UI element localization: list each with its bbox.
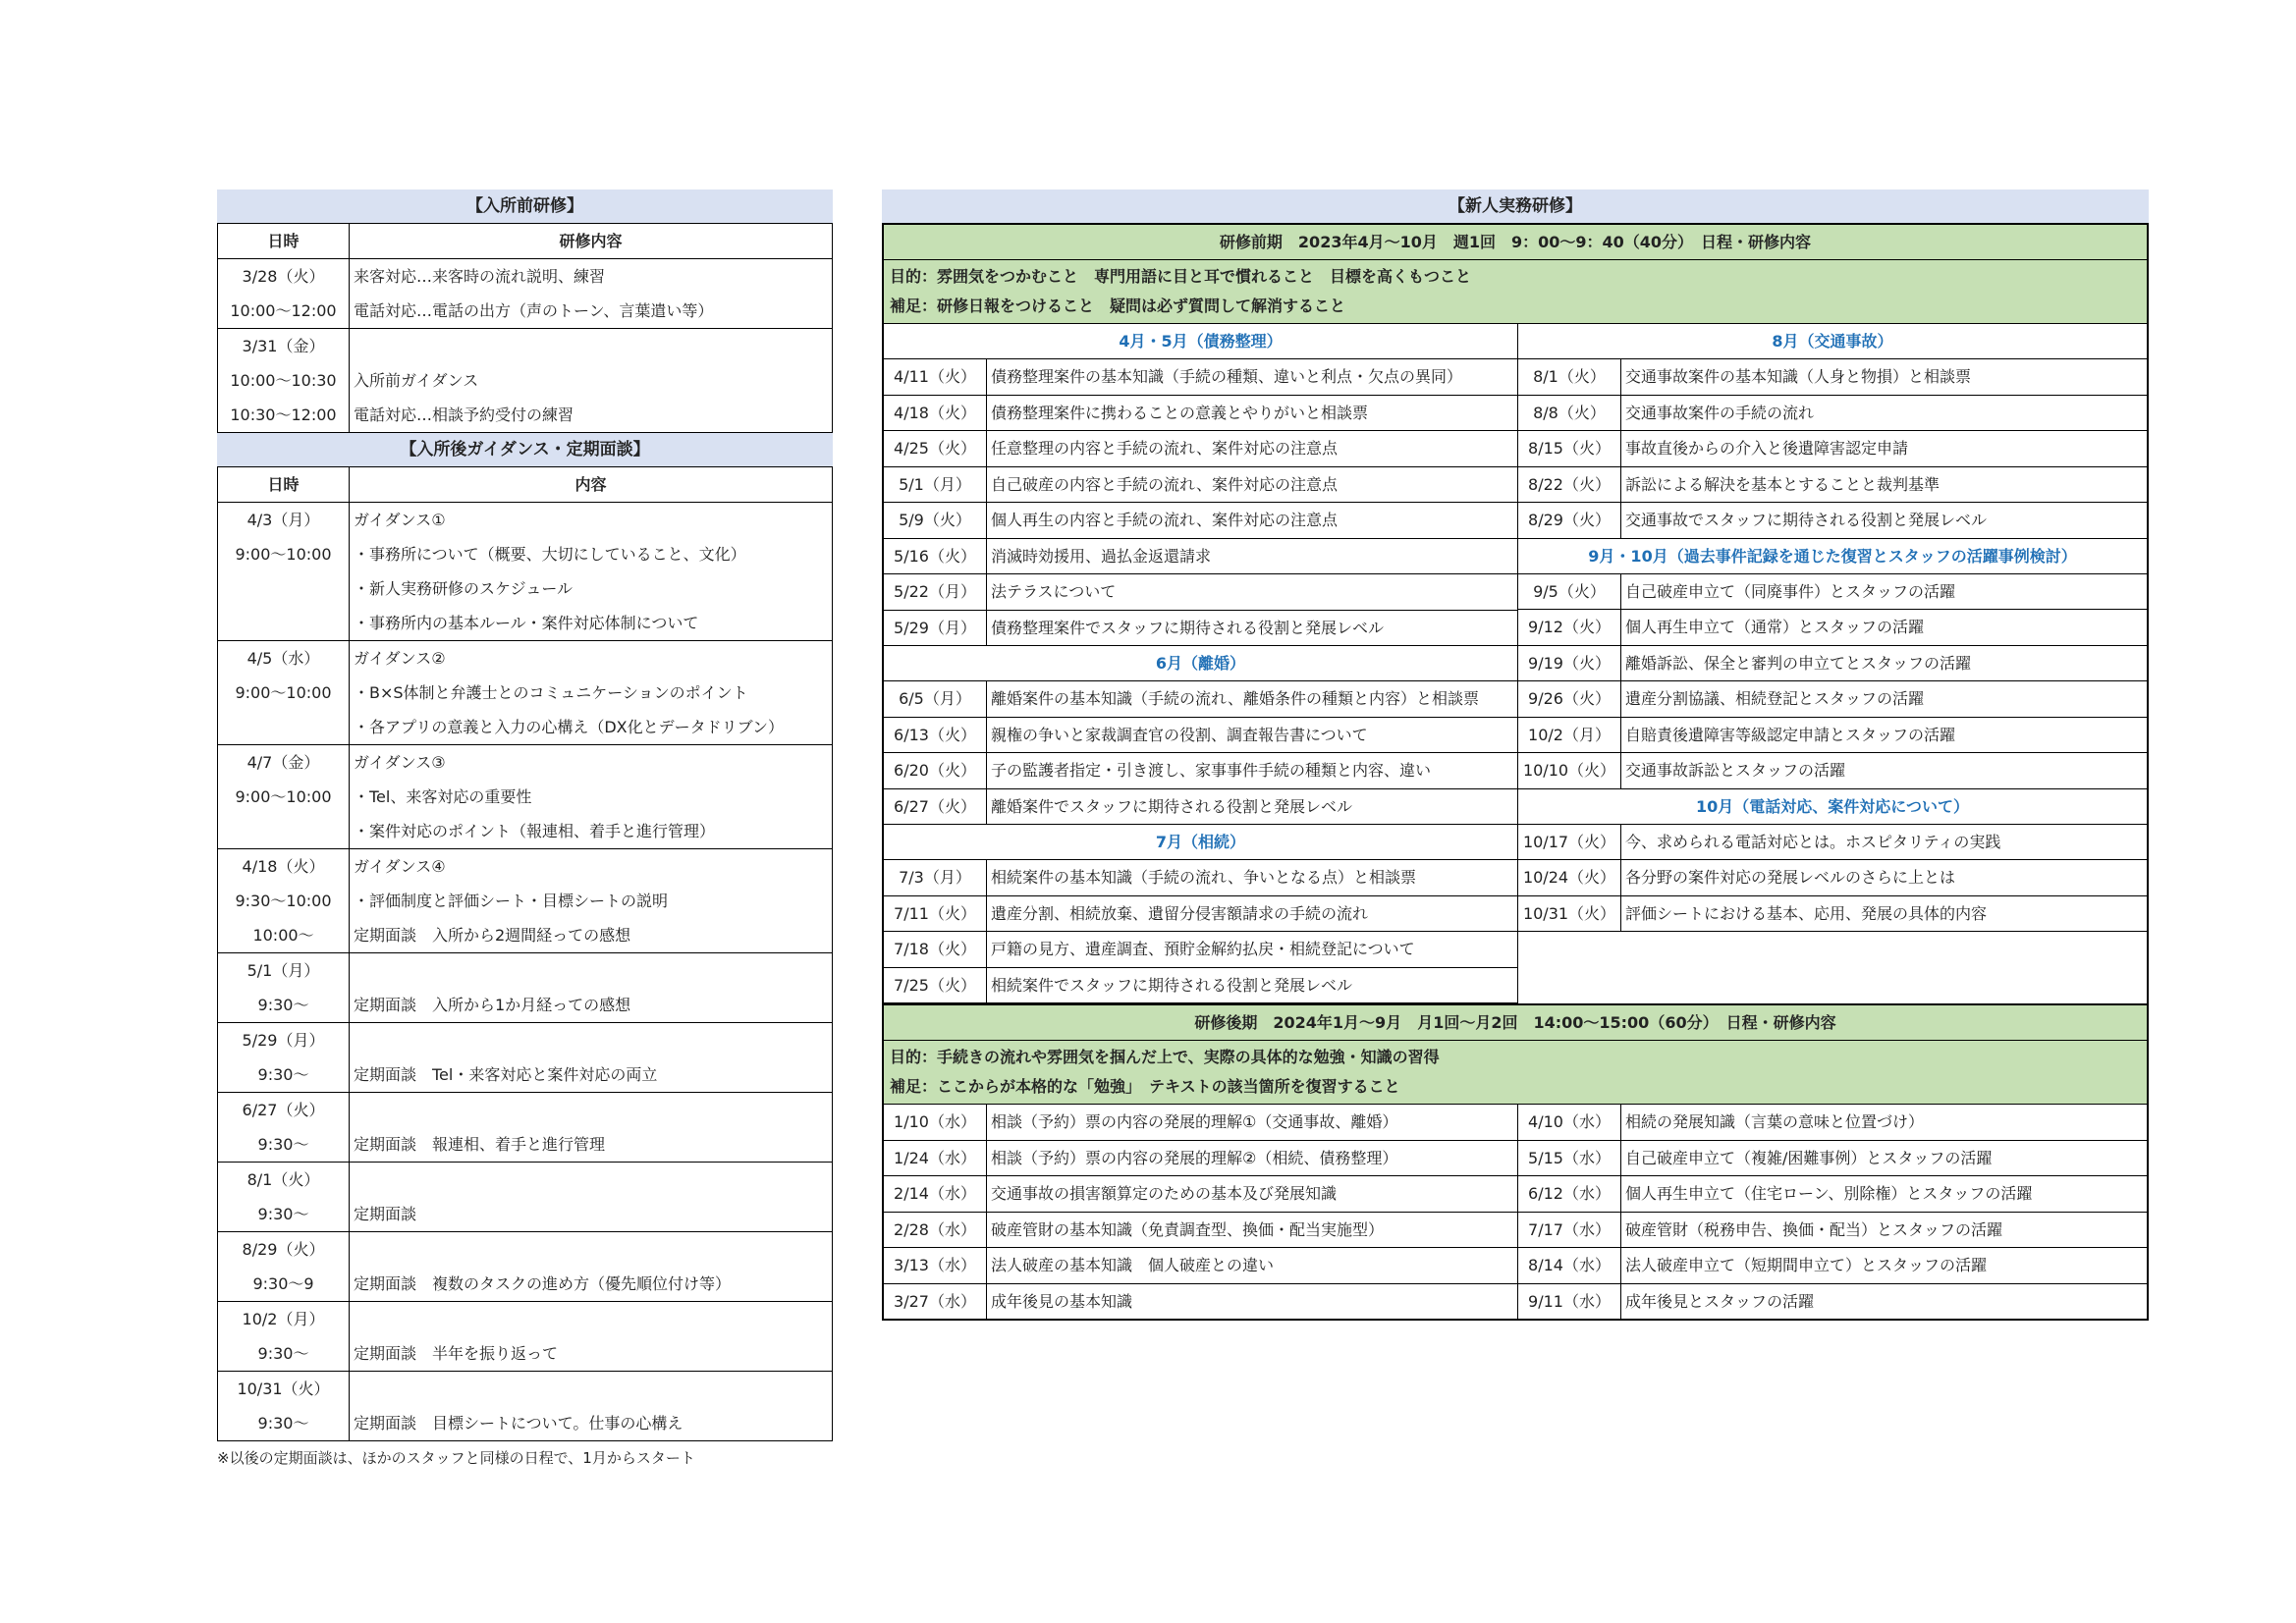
row-content: ガイダンス② — [350, 641, 833, 676]
row-date: 6/20（火） — [884, 753, 987, 788]
row-content: ・案件対応のポイント（報連相、着手と進行管理） — [350, 814, 833, 849]
row-date: 9/26（火） — [1518, 681, 1621, 717]
row-content: 定期面談 複数のタスクの進め方（優先順位付け等） — [350, 1267, 833, 1302]
table-row — [218, 710, 833, 745]
row-date: 6/5（月） — [884, 681, 987, 717]
schedule-row — [1518, 359, 2147, 396]
row-date: 4/7（金） — [218, 745, 350, 781]
row-content: 相続の発展知識（言葉の意味と位置づけ） — [1625, 1112, 1925, 1131]
schedule-row — [884, 896, 1517, 933]
schedule-row — [1518, 396, 2147, 432]
schedule-row — [884, 467, 1517, 504]
table-row — [218, 745, 833, 781]
second-term-purpose — [884, 1041, 2147, 1105]
second-term-band: 研修後期 2024年1月～9月 月1回～月2回 14:00～15:00（60分） 日程・研修内容 — [884, 1005, 2147, 1041]
row-date: 9:30～ — [218, 988, 350, 1023]
row-date: 5/1（月） — [884, 467, 987, 503]
row-date: 10/31（火） — [1518, 896, 1621, 932]
table-row — [218, 780, 833, 814]
row-date: 6/27（火） — [218, 1093, 350, 1128]
row-date: 6/12（水） — [1518, 1176, 1621, 1212]
schedule-row — [884, 539, 1517, 575]
pre-training-table — [217, 223, 833, 433]
new-staff-training-section — [882, 189, 2149, 1321]
row-date: 9:30～ — [218, 1057, 350, 1093]
row-date: 5/29（月） — [218, 1023, 350, 1058]
row-date: 8/22（火） — [1518, 467, 1621, 503]
row-content: 定期面談 入所から1か月経っての感想 — [350, 988, 833, 1023]
schedule-row — [884, 968, 1517, 1004]
date-column-header: 日時 — [218, 224, 350, 259]
row-content: 自己破産申立て（同廃事件）とスタッフの活躍 — [1625, 581, 1956, 601]
row-content: 法人破産の基本知識 個人破産との違い — [991, 1256, 1275, 1274]
schedule-row — [884, 753, 1517, 789]
schedule-row — [1518, 503, 2147, 539]
row-content: 電話対応…電話の出方（声のトーン、言葉遣い等） — [350, 294, 833, 329]
table-row — [218, 503, 833, 538]
row-date: 9:30～10:00 — [218, 884, 350, 918]
row-content: 自賠責後遺障害等級認定申請とスタッフの活躍 — [1625, 725, 1956, 744]
schedule-row — [884, 1176, 1517, 1213]
table-row — [218, 953, 833, 989]
row-date: 9:00～10:00 — [218, 780, 350, 814]
schedule-row — [1518, 753, 2147, 789]
row-date: 9/19（火） — [1518, 646, 1621, 681]
schedule-row — [884, 789, 1517, 826]
table-row — [218, 1023, 833, 1058]
row-content: 債務整理案件に携わることの意義とやりがいと相談票 — [991, 403, 1369, 422]
second-term-left-column — [884, 1105, 1518, 1319]
row-content: 子の監護者指定・引き渡し、家事事件手続の種類と内容、違い — [991, 761, 1432, 780]
row-date: 7/25（火） — [884, 968, 987, 1003]
row-date: 2/14（水） — [884, 1176, 987, 1212]
row-content: ・新人実務研修のスケジュール — [350, 571, 833, 606]
row-date: 5/15（水） — [1518, 1141, 1621, 1176]
row-content: 訴訟による解決を基本とすることと裁判基準 — [1625, 474, 1941, 494]
row-date: 10/2（月） — [1518, 718, 1621, 753]
row-content: 電話対応…相談予約受付の練習 — [350, 398, 833, 433]
row-content: 定期面談 — [350, 1197, 833, 1232]
table-row — [218, 814, 833, 849]
row-content: ・B×S体制と弁護士とのコミュニケーションのポイント — [350, 676, 833, 710]
row-date — [218, 606, 350, 641]
table-row — [218, 1163, 833, 1198]
date-column-header: 日時 — [218, 467, 350, 503]
schedule-row — [884, 611, 1517, 647]
table-row — [218, 1127, 833, 1163]
table-row — [218, 329, 833, 364]
table-row — [218, 849, 833, 885]
schedule-row — [1518, 467, 2147, 504]
row-content: 各分野の案件対応の発展レベルのさらに上とは — [1625, 868, 1956, 887]
row-date: 4/5（水） — [218, 641, 350, 676]
row-date: 4/11（火） — [884, 359, 987, 395]
first-term-columns — [884, 324, 2147, 1003]
new-staff-training-title: 【新人実務研修】 — [882, 189, 2149, 223]
schedule-row — [884, 503, 1517, 539]
row-content: 法人破産申立て（短期間申立て）とスタッフの活躍 — [1625, 1256, 1988, 1274]
row-content: 成年後見の基本知識 — [991, 1291, 1133, 1311]
pre-training-title: 【入所前研修】 — [217, 189, 833, 223]
row-content: 交通事故でスタッフに期待される役割と発展レベル — [1625, 511, 1988, 529]
second-term-columns — [884, 1105, 2147, 1319]
row-content: 評価シートにおける基本、応用、発展の具体的内容 — [1625, 903, 1988, 923]
schedule-row — [884, 1141, 1517, 1177]
schedule-row — [1518, 896, 2147, 933]
schedule-row — [1518, 1105, 2147, 1141]
row-content: 来客対応…来客時の流れ説明、練習 — [350, 259, 833, 295]
first-term-purpose-line: 目的：雰囲気をつかむこと 専門用語に目と耳で慣れること 目標を高くもつこと — [890, 267, 1472, 286]
table-row — [218, 676, 833, 710]
row-date: 3/27（水） — [884, 1284, 987, 1320]
row-content: ガイダンス④ — [350, 849, 833, 885]
row-content: 定期面談 Tel・来客対応と案件対応の両立 — [350, 1057, 833, 1093]
post-guidance-title: 【入所後ガイダンス・定期面談】 — [217, 433, 833, 466]
schedule-row — [1518, 860, 2147, 896]
first-term-right-column — [1518, 324, 2147, 1003]
row-content: 離婚訴訟、保全と審判の申立てとスタッフの活躍 — [1625, 653, 1972, 673]
row-content: 相談（予約）票の内容の発展的理解②（相続、債務整理） — [991, 1148, 1398, 1167]
schedule-row — [1518, 681, 2147, 718]
row-date: 8/15（火） — [1518, 431, 1621, 466]
row-content: 定期面談 半年を振り返って — [350, 1336, 833, 1372]
schedule-row — [1518, 1141, 2147, 1177]
second-term-right-column — [1518, 1105, 2147, 1319]
row-content — [350, 953, 833, 989]
schedule-row — [1518, 825, 2147, 861]
row-content: 親権の争いと家裁調査官の役割、調査報告書について — [991, 725, 1368, 744]
row-date — [218, 710, 350, 745]
footnote: ※以後の定期面談は、ほかのスタッフと同様の日程で、1月からスタート — [217, 1449, 695, 1467]
row-content: 入所前ガイダンス — [350, 363, 833, 398]
month-subheading: 4月・5月（債務整理） — [884, 324, 1517, 359]
row-date: 1/10（水） — [884, 1105, 987, 1140]
table-row — [218, 988, 833, 1023]
row-content: ・各アプリの意義と入力の心構え（DX化とデータドリブン） — [350, 710, 833, 745]
row-content: 交通事故訴訟とスタッフの活躍 — [1625, 761, 1846, 780]
post-guidance-table — [217, 466, 833, 1441]
row-content: 定期面談 目標シートについて。仕事の心構え — [350, 1406, 833, 1441]
schedule-row — [1518, 574, 2147, 611]
row-date: 9/11（水） — [1518, 1284, 1621, 1320]
row-content: 法テラスについて — [991, 582, 1117, 601]
row-content — [350, 1372, 833, 1407]
row-content — [350, 1302, 833, 1337]
row-date: 8/8（火） — [1518, 396, 1621, 431]
row-date: 10/17（火） — [1518, 825, 1621, 860]
table-row — [218, 1093, 833, 1128]
row-date: 3/13（水） — [884, 1248, 987, 1283]
row-date: 9:30～ — [218, 1197, 350, 1232]
schedule-row — [1518, 431, 2147, 467]
schedule-row — [884, 1248, 1517, 1284]
table-header-row — [218, 224, 833, 259]
table-row — [218, 1302, 833, 1337]
row-content: 任意整理の内容と手続の流れ、案件対応の注意点 — [991, 439, 1338, 458]
month-subheading: 6月（離婚） — [884, 646, 1517, 681]
row-content: ガイダンス③ — [350, 745, 833, 781]
row-date: 3/28（火） — [218, 259, 350, 295]
table-row — [218, 1057, 833, 1093]
row-date: 9:30～ — [218, 1336, 350, 1372]
schedule-row — [1518, 646, 2147, 682]
table-row — [218, 1372, 833, 1407]
row-date: 4/3（月） — [218, 503, 350, 538]
second-term-block — [882, 1005, 2149, 1321]
row-date: 8/1（火） — [218, 1163, 350, 1198]
content-column-header: 研修内容 — [350, 224, 833, 259]
row-date: 4/25（火） — [884, 431, 987, 466]
row-content — [350, 329, 833, 364]
row-date: 6/13（火） — [884, 718, 987, 753]
schedule-row — [1518, 1284, 2147, 1320]
row-date: 10/24（火） — [1518, 860, 1621, 895]
row-content: 破産管財（税務申告、換価・配当）とスタッフの活躍 — [1625, 1219, 2003, 1239]
row-content: 成年後見とスタッフの活躍 — [1625, 1291, 1815, 1311]
schedule-row — [884, 1213, 1517, 1249]
row-date: 10:00～10:30 — [218, 363, 350, 398]
table-row — [218, 259, 833, 295]
row-date: 5/16（火） — [884, 539, 987, 574]
row-date: 7/18（火） — [884, 932, 987, 967]
row-date: 4/18（火） — [884, 396, 987, 431]
row-date: 10:30～12:00 — [218, 398, 350, 433]
table-header-row — [218, 467, 833, 503]
first-term-supplement-line: 補足：研修日報をつけること 疑問は必ず質問して解消すること — [890, 297, 1346, 315]
row-content: 今、求められる電話対応とは。ホスピタリティの実践 — [1625, 832, 2001, 851]
row-date: 2/28（水） — [884, 1213, 987, 1248]
row-content: 自己破産申立て（複雑/困難事例）とスタッフの活躍 — [1625, 1148, 1993, 1167]
row-content — [350, 1023, 833, 1058]
schedule-row — [884, 431, 1517, 467]
row-date: 4/18（火） — [218, 849, 350, 885]
schedule-row — [1518, 1213, 2147, 1249]
row-date: 10/31（火） — [218, 1372, 350, 1407]
first-term-left-column — [884, 324, 1518, 1003]
row-date: 10/10（火） — [1518, 753, 1621, 788]
row-content: ガイダンス① — [350, 503, 833, 538]
row-content: 個人再生申立て（住宅ローン、別除権）とスタッフの活躍 — [1625, 1184, 2033, 1203]
pre-training-section — [217, 189, 833, 1468]
row-date: 8/1（火） — [1518, 359, 1621, 395]
row-date: 7/17（水） — [1518, 1213, 1621, 1248]
first-term-band: 研修前期 2023年4月～10月 週1回 9：00～9：40（40分） 日程・研修内容 — [884, 225, 2147, 260]
row-content: 相続案件の基本知識（手続の流れ、争いとなる点）と相談票 — [991, 868, 1416, 887]
row-date: 6/27（火） — [884, 789, 987, 825]
schedule-row — [884, 1284, 1517, 1320]
row-date: 7/11（火） — [884, 896, 987, 932]
table-row — [218, 918, 833, 953]
table-row — [218, 294, 833, 329]
table-row — [218, 571, 833, 606]
post-guidance-rows — [218, 503, 833, 1441]
row-content: 戸籍の見方、遺産調査、預貯金解約払戻・相続登記について — [991, 940, 1415, 958]
pre-training-rows — [218, 259, 833, 433]
schedule-row — [884, 574, 1517, 611]
row-date: 8/29（火） — [1518, 503, 1621, 538]
schedule-row — [884, 359, 1517, 396]
second-term-purpose-line: 目的：手続きの流れや雰囲気を掴んだ上で、実際の具体的な勉強・知識の習得 — [890, 1048, 1440, 1066]
row-date: 5/1（月） — [218, 953, 350, 989]
row-date: 5/9（火） — [884, 503, 987, 538]
schedule-row — [884, 718, 1517, 754]
row-content: ・事務所内の基本ルール・案件対応体制について — [350, 606, 833, 641]
row-date: 9/12（火） — [1518, 610, 1621, 645]
row-date — [218, 571, 350, 606]
row-content: 事故直後からの介入と後遺障害認定申請 — [1625, 439, 1909, 458]
row-content: 交通事故案件の手続の流れ — [1625, 403, 1815, 422]
row-content: 定期面談 報連相、着手と進行管理 — [350, 1127, 833, 1163]
row-date: 10:00～ — [218, 918, 350, 953]
schedule-row — [884, 860, 1517, 896]
schedule-row — [1518, 1248, 2147, 1284]
row-date: 9/5（火） — [1518, 574, 1621, 610]
month-subheading: 10月（電話対応、案件対応について） — [1518, 789, 2147, 825]
row-date: 5/22（月） — [884, 574, 987, 610]
table-row — [218, 884, 833, 918]
month-subheading: 9月・10月（過去事件記録を通じた復習とスタッフの活躍事例検討） — [1518, 539, 2147, 574]
row-date: 9:30～9 — [218, 1267, 350, 1302]
schedule-row — [884, 932, 1517, 968]
row-content: 交通事故の損害額算定のための基本及び発展知識 — [991, 1184, 1338, 1203]
table-row — [218, 641, 833, 676]
row-date: 1/24（水） — [884, 1141, 987, 1176]
row-date: 8/29（火） — [218, 1232, 350, 1268]
row-content — [350, 1163, 833, 1198]
schedule-row — [884, 396, 1517, 432]
table-row — [218, 1336, 833, 1372]
schedule-row — [884, 681, 1517, 718]
second-term-supplement-line: 補足：ここからが本格的な「勉強」 テキストの該当箇所を復習すること — [890, 1077, 1400, 1096]
row-date: 3/31（金） — [218, 329, 350, 364]
table-row — [218, 537, 833, 571]
first-term-purpose — [884, 260, 2147, 324]
row-content: 離婚案件でスタッフに期待される役割と発展レベル — [991, 796, 1353, 816]
row-content: 自己破産の内容と手続の流れ、案件対応の注意点 — [991, 474, 1338, 494]
table-row — [218, 1406, 833, 1441]
month-subheading: 8月（交通事故） — [1518, 324, 2147, 359]
row-date: 5/29（月） — [884, 611, 987, 646]
row-date — [218, 814, 350, 849]
content-column-header: 内容 — [350, 467, 833, 503]
table-row — [218, 1267, 833, 1302]
table-row — [218, 1232, 833, 1268]
row-date: 9:30～ — [218, 1127, 350, 1163]
row-date: 4/10（水） — [1518, 1105, 1621, 1140]
row-date: 8/14（水） — [1518, 1248, 1621, 1283]
row-content: ・Tel、来客対応の重要性 — [350, 780, 833, 814]
table-row — [218, 606, 833, 641]
month-subheading: 7月（相続） — [884, 825, 1517, 860]
first-term-block — [882, 223, 2149, 1005]
row-content: 個人再生の内容と手続の流れ、案件対応の注意点 — [991, 511, 1338, 529]
row-content: 定期面談 入所から2週間経っての感想 — [350, 918, 833, 953]
row-date: 10:00～12:00 — [218, 294, 350, 329]
row-date: 7/3（月） — [884, 860, 987, 895]
row-content: 債務整理案件の基本知識（手続の種類、違いと利点・欠点の異同） — [991, 367, 1463, 386]
table-row — [218, 398, 833, 433]
row-date: 9:00～10:00 — [218, 676, 350, 710]
schedule-row — [884, 1105, 1517, 1141]
row-content: 交通事故案件の基本知識（人身と物損）と相談票 — [1625, 367, 1972, 386]
row-content: 相続案件でスタッフに期待される役割と発展レベル — [991, 975, 1353, 995]
row-content: 債務整理案件でスタッフに期待される役割と発展レベル — [991, 618, 1385, 637]
row-content: ・評価制度と評価シート・目標シートの説明 — [350, 884, 833, 918]
schedule-row — [1518, 1176, 2147, 1213]
table-row — [218, 1197, 833, 1232]
row-content: 個人再生申立て（通常）とスタッフの活躍 — [1625, 618, 1925, 636]
row-content: 離婚案件の基本知識（手続の流れ、離婚条件の種類と内容）と相談票 — [991, 689, 1479, 708]
table-row — [218, 363, 833, 398]
row-content: 遺産分割協議、相続登記とスタッフの活躍 — [1625, 689, 1925, 708]
row-content: 遺産分割、相続放棄、遺留分侵害額請求の手続の流れ — [991, 903, 1369, 923]
row-content: ・事務所について（概要、大切にしていること、文化） — [350, 537, 833, 571]
row-content: 相談（予約）票の内容の発展的理解①（交通事故、離婚） — [991, 1112, 1398, 1131]
row-date: 9:00～10:00 — [218, 537, 350, 571]
row-content: 消滅時効援用、過払金返還請求 — [991, 546, 1212, 566]
row-content — [350, 1093, 833, 1128]
schedule-row — [1518, 718, 2147, 754]
row-date: 10/2（月） — [218, 1302, 350, 1337]
row-content: 破産管財の基本知識（免責調査型、換価・配当実施型） — [991, 1219, 1385, 1239]
row-content — [350, 1232, 833, 1268]
schedule-row — [1518, 610, 2147, 646]
row-date: 9:30～ — [218, 1406, 350, 1441]
